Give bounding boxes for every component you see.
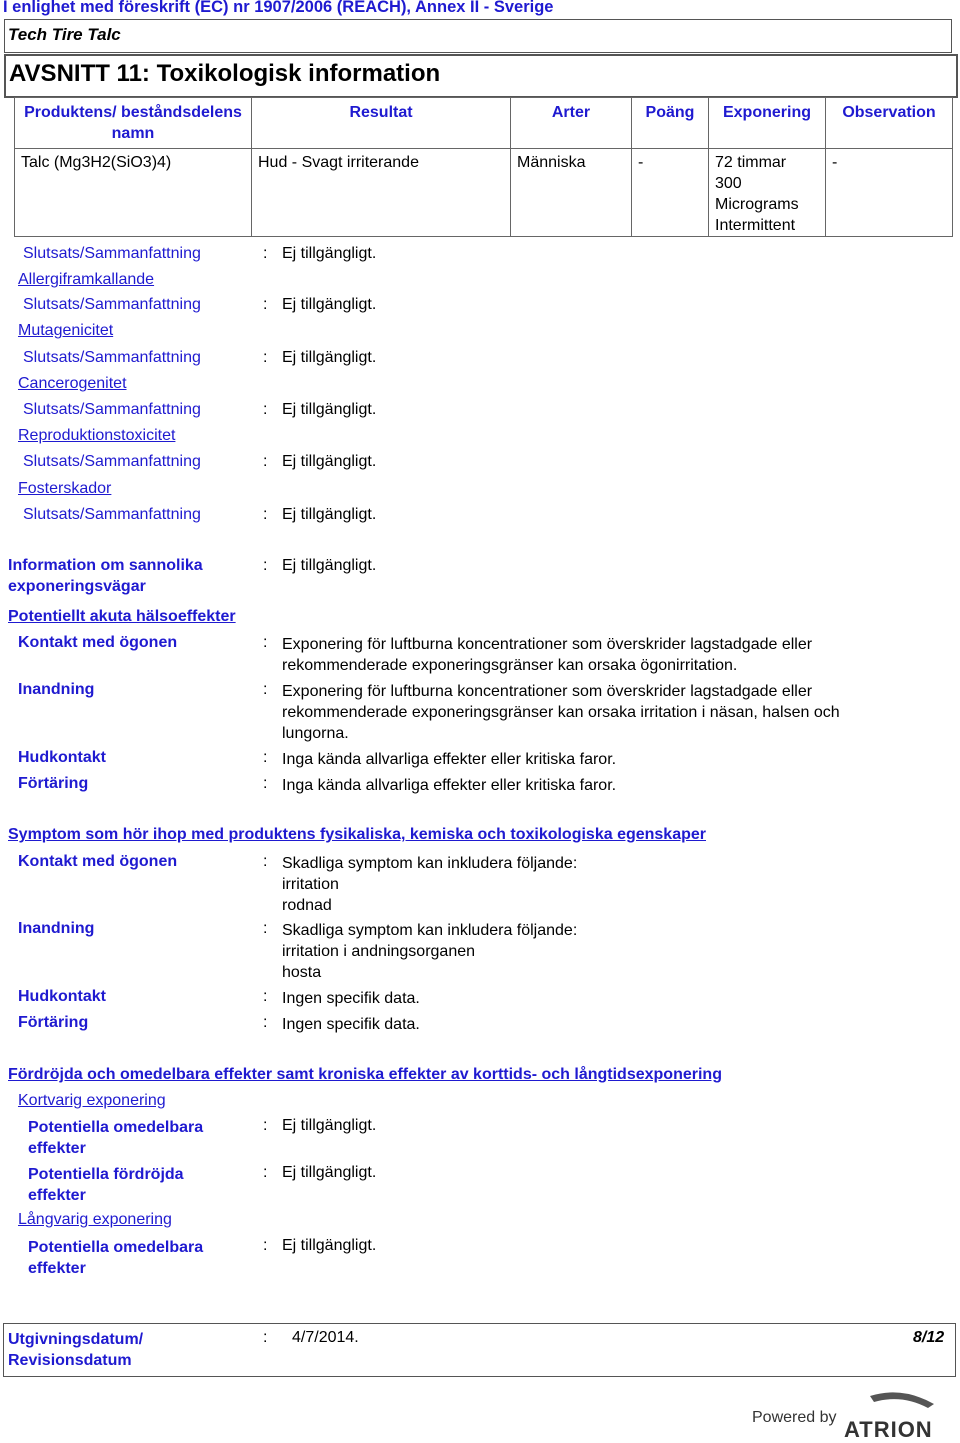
short-immediate-value: Ej tillgängligt. xyxy=(282,1117,377,1134)
label-line: Revisionsdatum xyxy=(8,1352,132,1369)
colon: : xyxy=(263,506,268,523)
page-number: 8/12 xyxy=(913,1329,945,1346)
acute-ingestion-label: Förtäring xyxy=(18,775,89,792)
acute-inhalation-value xyxy=(282,681,840,744)
atrion-logo xyxy=(752,1392,958,1438)
colon: : xyxy=(263,749,268,766)
colon: : xyxy=(263,1237,268,1254)
acute-skin-value: Inga kända allvarliga effekter eller kritiska faror. xyxy=(282,751,617,768)
long-immediate-label xyxy=(28,1237,203,1279)
colon: : xyxy=(263,1014,268,1031)
summary-label-carcinogenicity: Slutsats/Sammanfattning xyxy=(23,401,201,418)
symptoms-skin-value: Ingen specifik data. xyxy=(282,990,420,1007)
regulation-header: I enlighet med föreskrift (EC) nr 1907/2006 (REACH), Annex II - Sverige xyxy=(3,0,554,16)
cell-score: - xyxy=(632,149,709,237)
cell-exposure xyxy=(709,149,826,237)
product-name: Tech Tire Talc xyxy=(8,25,121,44)
label-line: effekter xyxy=(28,1260,86,1277)
footer-box xyxy=(3,1323,956,1377)
acute-inhalation-label: Inandning xyxy=(18,681,95,698)
symptoms-inhalation-value xyxy=(282,920,577,983)
short-immediate-label xyxy=(28,1117,203,1159)
summary-label-irritation: Slutsats/Sammanfattning xyxy=(23,245,201,262)
colon: : xyxy=(263,557,268,574)
summary-value-fetal: Ej tillgängligt. xyxy=(282,506,377,523)
exposure-routes-label-1: Information om sannolika xyxy=(8,557,203,574)
label-line: effekter xyxy=(28,1140,86,1157)
colon: : xyxy=(263,1164,268,1181)
exposure-line: 72 timmar xyxy=(715,154,787,171)
colon: : xyxy=(263,245,268,262)
text-line: rodnad xyxy=(282,897,332,914)
short-delayed-value: Ej tillgängligt. xyxy=(282,1164,377,1181)
cell-observation: - xyxy=(826,149,953,237)
acute-effects-heading: Potentiellt akuta hälsoeffekter xyxy=(8,608,236,625)
exposure-line: Micrograms xyxy=(715,196,799,213)
acute-ingestion-value: Inga kända allvarliga effekter eller kritiska faror. xyxy=(282,777,617,794)
text-line: Skadliga symptom kan inkludera följande: xyxy=(282,922,578,939)
footer-date-value: 4/7/2014. xyxy=(292,1329,359,1346)
col-header-exposure: Exponering xyxy=(709,98,826,149)
colon: : xyxy=(263,1329,268,1346)
short-delayed-label xyxy=(28,1164,184,1206)
summary-label-mutagenicity: Slutsats/Sammanfattning xyxy=(23,349,201,366)
summary-value-carcinogenicity: Ej tillgängligt. xyxy=(282,401,377,418)
subsection-mutagenicity: Mutagenicitet xyxy=(18,322,114,339)
cell-result: Hud - Svagt irriterande xyxy=(252,149,511,237)
exposure-line: 300 xyxy=(715,175,742,192)
col-header-observation: Observation xyxy=(826,98,953,149)
colon: : xyxy=(263,853,268,870)
summary-value-irritation: Ej tillgängligt. xyxy=(282,245,377,262)
text-line: Exponering för luftburna koncentrationer som överskrider lagstadgade eller xyxy=(282,636,813,653)
exposure-routes-value: Ej tillgängligt. xyxy=(282,557,377,574)
summary-label-reproductive: Slutsats/Sammanfattning xyxy=(23,453,201,470)
colon: : xyxy=(263,988,268,1005)
brand-text: ATRION xyxy=(844,1417,933,1438)
label-line: Potentiella omedelbara xyxy=(28,1119,204,1136)
col-header-score: Poäng xyxy=(632,98,709,149)
summary-label-allergy: Slutsats/Sammanfattning xyxy=(23,296,201,313)
acute-skin-label: Hudkontakt xyxy=(18,749,106,766)
summary-value-mutagenicity: Ej tillgängligt. xyxy=(282,349,377,366)
exposure-routes-label-2: exponeringsvägar xyxy=(8,578,146,595)
colon: : xyxy=(263,681,268,698)
text-line: hosta xyxy=(282,964,322,981)
subsection-allergy: Allergiframkallande xyxy=(18,271,155,288)
text-line: rekommenderade exponeringsgränser kan orsaka irritation i näsan, halsen och xyxy=(282,704,840,721)
subsection-carcinogenicity: Cancerogenitet xyxy=(18,375,127,392)
section-title: AVSNITT 11: Toxikologisk information xyxy=(9,60,441,87)
text-line: lungorna. xyxy=(282,725,349,742)
colon: : xyxy=(263,775,268,792)
exposure-line: Intermittent xyxy=(715,217,796,234)
symptoms-skin-label: Hudkontakt xyxy=(18,988,106,1005)
colon: : xyxy=(263,453,268,470)
long-term-heading: Långvarig exponering xyxy=(18,1211,172,1228)
footer-date-label xyxy=(8,1329,143,1371)
label-line: Potentiella omedelbara xyxy=(28,1239,204,1256)
summary-value-allergy: Ej tillgängligt. xyxy=(282,296,377,313)
symptoms-eye-value xyxy=(282,853,577,916)
col-header-result: Resultat xyxy=(252,98,511,149)
colon: : xyxy=(263,296,268,313)
colon: : xyxy=(263,920,268,937)
subsection-fetal: Fosterskador xyxy=(18,480,112,497)
subsection-reproductive: Reproduktionstoxicitet xyxy=(18,427,176,444)
symptoms-eye-label: Kontakt med ögonen xyxy=(18,853,178,870)
cell-name: Talc (Mg3H2(SiO3)4) xyxy=(15,149,252,237)
long-immediate-value: Ej tillgängligt. xyxy=(282,1237,377,1254)
cell-species: Människa xyxy=(511,149,632,237)
delayed-effects-heading: Fördröjda och omedelbara effekter samt kroniska effekter av korttids- och långtidsexponering xyxy=(8,1066,722,1083)
table-row xyxy=(15,149,953,237)
colon: : xyxy=(263,401,268,418)
label-line: Potentiella fördröjda xyxy=(28,1166,184,1183)
colon: : xyxy=(263,349,268,366)
powered-by-text: Powered by xyxy=(752,1409,837,1426)
acute-eye-label: Kontakt med ögonen xyxy=(18,634,178,651)
text-line: rekommenderade exponeringsgränser kan orsaka ögonirritation. xyxy=(282,657,738,674)
symptoms-ingestion-label: Förtäring xyxy=(18,1014,89,1031)
text-line: Exponering för luftburna koncentrationer som överskrider lagstadgade eller xyxy=(282,683,813,700)
colon: : xyxy=(263,634,268,651)
symptoms-heading: Symptom som hör ihop med produktens fysikaliska, kemiska och toxikologiska egenskaper xyxy=(8,826,706,843)
toxicity-table xyxy=(14,97,953,237)
short-term-heading: Kortvarig exponering xyxy=(18,1092,166,1109)
colon: : xyxy=(263,1117,268,1134)
text-line: irritation i andningsorganen xyxy=(282,943,476,960)
label-line: effekter xyxy=(28,1187,86,1204)
summary-value-reproductive: Ej tillgängligt. xyxy=(282,453,377,470)
symptoms-inhalation-label: Inandning xyxy=(18,920,95,937)
atrion-logo-mark xyxy=(752,1392,958,1438)
symptoms-ingestion-value: Ingen specifik data. xyxy=(282,1016,420,1033)
col-header-name: Produktens/ beståndsdelens namn xyxy=(15,98,252,149)
label-line: Utgivningsdatum/ xyxy=(8,1331,144,1348)
summary-label-fetal: Slutsats/Sammanfattning xyxy=(23,506,201,523)
table-header-row xyxy=(15,98,953,149)
text-line: irritation xyxy=(282,876,339,893)
col-header-species: Arter xyxy=(511,98,632,149)
acute-eye-value xyxy=(282,634,812,676)
text-line: Skadliga symptom kan inkludera följande: xyxy=(282,855,578,872)
product-name-box xyxy=(4,19,952,53)
